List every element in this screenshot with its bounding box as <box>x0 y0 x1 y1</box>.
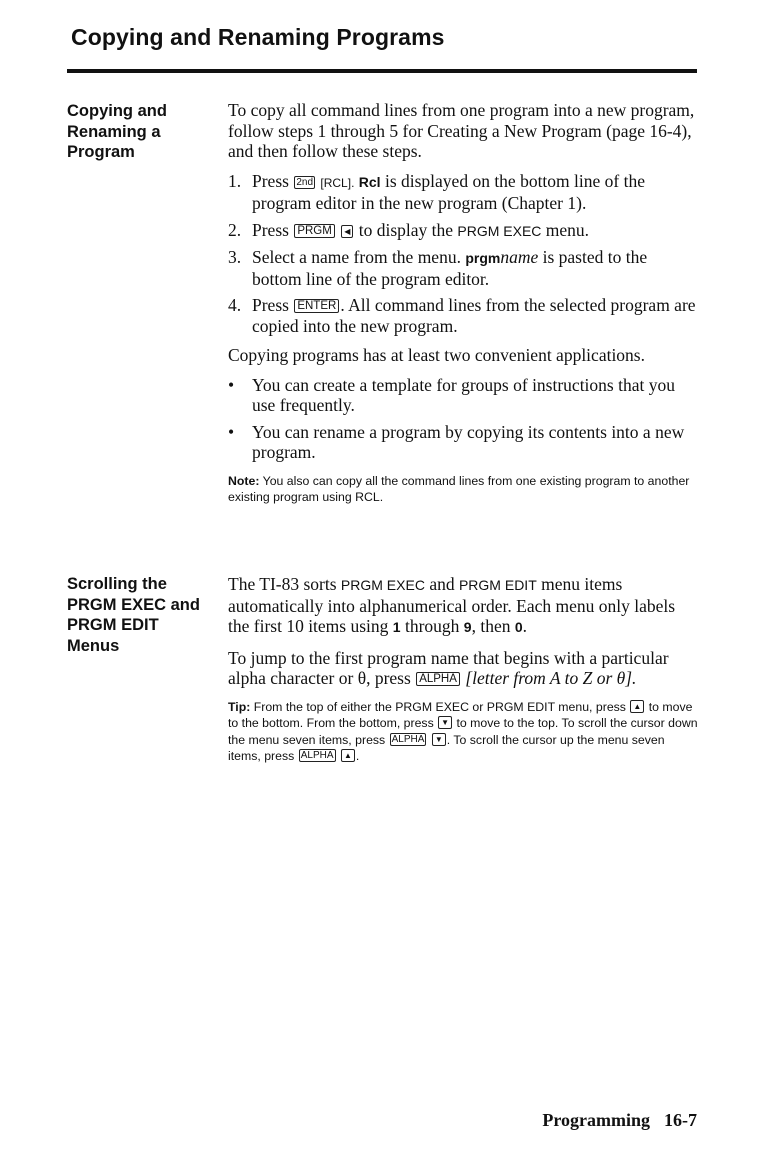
page-title: Copying and Renaming Programs <box>71 24 445 50</box>
tip-text: . To scroll the cursor up the menu seven items, press <box>228 732 665 763</box>
tip-label: Tip: <box>228 699 251 714</box>
section-body-scrolling <box>228 574 698 765</box>
key-enter: ENTER <box>294 299 339 313</box>
step-2 <box>228 220 698 242</box>
name-word: name <box>500 247 539 267</box>
bullet-text: You can rename a program by copying its contents into a new program. <box>252 421 685 462</box>
note-text: You also can copy all the command lines from one existing program to another existing program using RCL. <box>228 473 690 504</box>
key-alpha: ALPHA <box>300 750 334 761</box>
bullet-dot-icon: • <box>228 374 235 395</box>
step-4 <box>228 295 698 336</box>
heading-line: Renaming a <box>67 122 161 141</box>
text: . <box>522 616 528 636</box>
step-text: is pasted to the bottom line of the program editor. <box>252 247 648 289</box>
letter-range: [letter from A to Z or θ]. <box>465 668 637 688</box>
step-text: menu. <box>545 219 590 240</box>
note-label: Note: <box>228 473 260 488</box>
heading-line: Menus <box>67 636 120 655</box>
step-number: 1. <box>228 170 242 191</box>
title-rule <box>67 69 697 73</box>
page-footer <box>542 1110 697 1131</box>
heading-line: Copying and <box>67 102 167 120</box>
key-up-arrow-icon: ▲ <box>341 749 355 762</box>
text: and <box>429 574 455 594</box>
heading-line: Scrolling the <box>67 575 167 593</box>
key-up-arrow-icon: ▲ <box>630 700 644 713</box>
tip <box>228 699 698 765</box>
step-text: is displayed on the bottom line of the program editor in the new program (Chapter 1). <box>252 170 645 213</box>
key-down-arrow-icon: ▼ <box>438 716 452 729</box>
key-alpha: ALPHA <box>416 672 460 686</box>
prgm-word: prgm <box>465 250 501 266</box>
rcl-label: [RCL]. <box>320 175 355 190</box>
label-nine: 9 <box>463 619 472 635</box>
footer-section: Programming <box>542 1110 650 1130</box>
key-down-arrow-icon: ▼ <box>432 733 446 746</box>
note <box>228 473 698 506</box>
step-number: 4. <box>228 295 242 315</box>
rcl-word: Rcl <box>358 173 381 190</box>
tip-text: From the top of either the PRGM EXEC or PRGM EDIT menu, press <box>253 699 626 714</box>
footer-page-number: 16-7 <box>664 1110 697 1130</box>
label-one: 1 <box>392 619 401 635</box>
section-heading-scrolling <box>67 574 217 656</box>
menu-name: PRGM EDIT <box>458 577 537 593</box>
step-text: . All command lines from the selected program are copied into the new program. <box>252 295 696 336</box>
bullet-item <box>228 422 698 463</box>
tip-text: . <box>355 749 360 763</box>
step-1 <box>228 171 698 214</box>
text: The TI-83 sorts <box>228 574 337 594</box>
key-left-arrow-icon: ◀ <box>341 225 353 238</box>
text: through <box>404 616 460 636</box>
step-text: Press <box>252 295 289 315</box>
jump-paragraph <box>228 648 698 689</box>
tip-text: to move to the bottom. From the bottom, press <box>228 699 693 730</box>
heading-line: Program <box>67 143 135 161</box>
step-text: Select a name from the menu. <box>252 247 461 267</box>
bullet-dot-icon: • <box>228 421 235 442</box>
step-text: Press <box>252 219 289 240</box>
key-2nd: 2nd <box>296 176 314 188</box>
applications-paragraph: Copying programs has at least two convenient applications. <box>228 345 645 365</box>
step-number: 2. <box>228 219 242 240</box>
step-3 <box>228 247 698 289</box>
heading-line: PRGM EXEC and <box>67 595 200 614</box>
bullet-item <box>228 375 698 416</box>
step-text: to display the <box>358 219 454 240</box>
text: menu items automatically into alphanumerical order. Each menu only labels the first 10 items using <box>228 574 676 636</box>
tip-text: to move to the top. To scroll the cursor down the menu seven items, press <box>228 716 698 747</box>
text: , then <box>471 616 511 636</box>
bullet-text: You can create a template for groups of instructions that you use frequently. <box>252 374 675 415</box>
heading-line: PRGM EDIT <box>67 616 159 634</box>
menu-name: PRGM EXEC <box>340 577 425 593</box>
label-zero: 0 <box>514 619 523 635</box>
text: To jump to the first program name that begins with a particular alpha character or θ, press <box>228 647 669 688</box>
step-number: 3. <box>228 247 242 267</box>
menu-name: PRGM EXEC <box>457 222 542 239</box>
key-prgm: PRGM <box>294 224 335 238</box>
key-alpha: ALPHA <box>391 733 425 745</box>
sorting-paragraph <box>228 574 698 638</box>
section-heading-copying <box>67 101 217 163</box>
step-text: Press <box>252 170 289 191</box>
intro-paragraph: To copy all command lines from one program into a new program, follow steps 1 through 5 for Creating a New Program (page 16-4), and then follow these steps. <box>228 100 695 161</box>
section-body-copying <box>228 100 698 506</box>
